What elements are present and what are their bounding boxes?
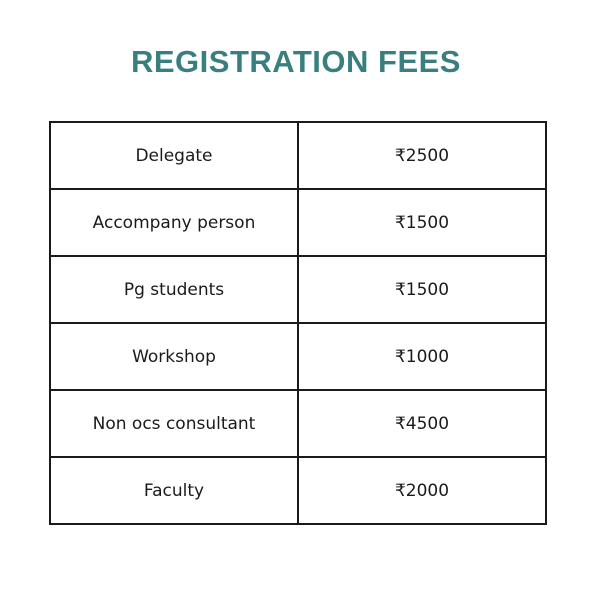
fee-category-cell: Accompany person (50, 189, 298, 256)
table-row (50, 390, 546, 457)
fee-category-cell: Delegate (50, 122, 298, 189)
fee-amount-cell: ₹4500 (298, 390, 546, 457)
fee-amount-cell: ₹1500 (298, 256, 546, 323)
page-title: REGISTRATION FEES (130, 44, 461, 79)
fee-category-cell: Non ocs consultant (50, 390, 298, 457)
fee-category-cell: Pg students (50, 256, 298, 323)
table-row (50, 122, 546, 189)
fee-category-cell: Workshop (50, 323, 298, 390)
table-row (50, 256, 546, 323)
fee-category-cell: Faculty (50, 457, 298, 524)
registration-fees-table (49, 121, 547, 525)
fee-amount-cell: ₹1000 (298, 323, 546, 390)
table-row (50, 323, 546, 390)
fees-table-body (50, 122, 546, 524)
table-row (50, 189, 546, 256)
fee-amount-cell: ₹2000 (298, 457, 546, 524)
fee-amount-cell: ₹2500 (298, 122, 546, 189)
fee-amount-cell: ₹1500 (298, 189, 546, 256)
table-row (50, 457, 546, 524)
